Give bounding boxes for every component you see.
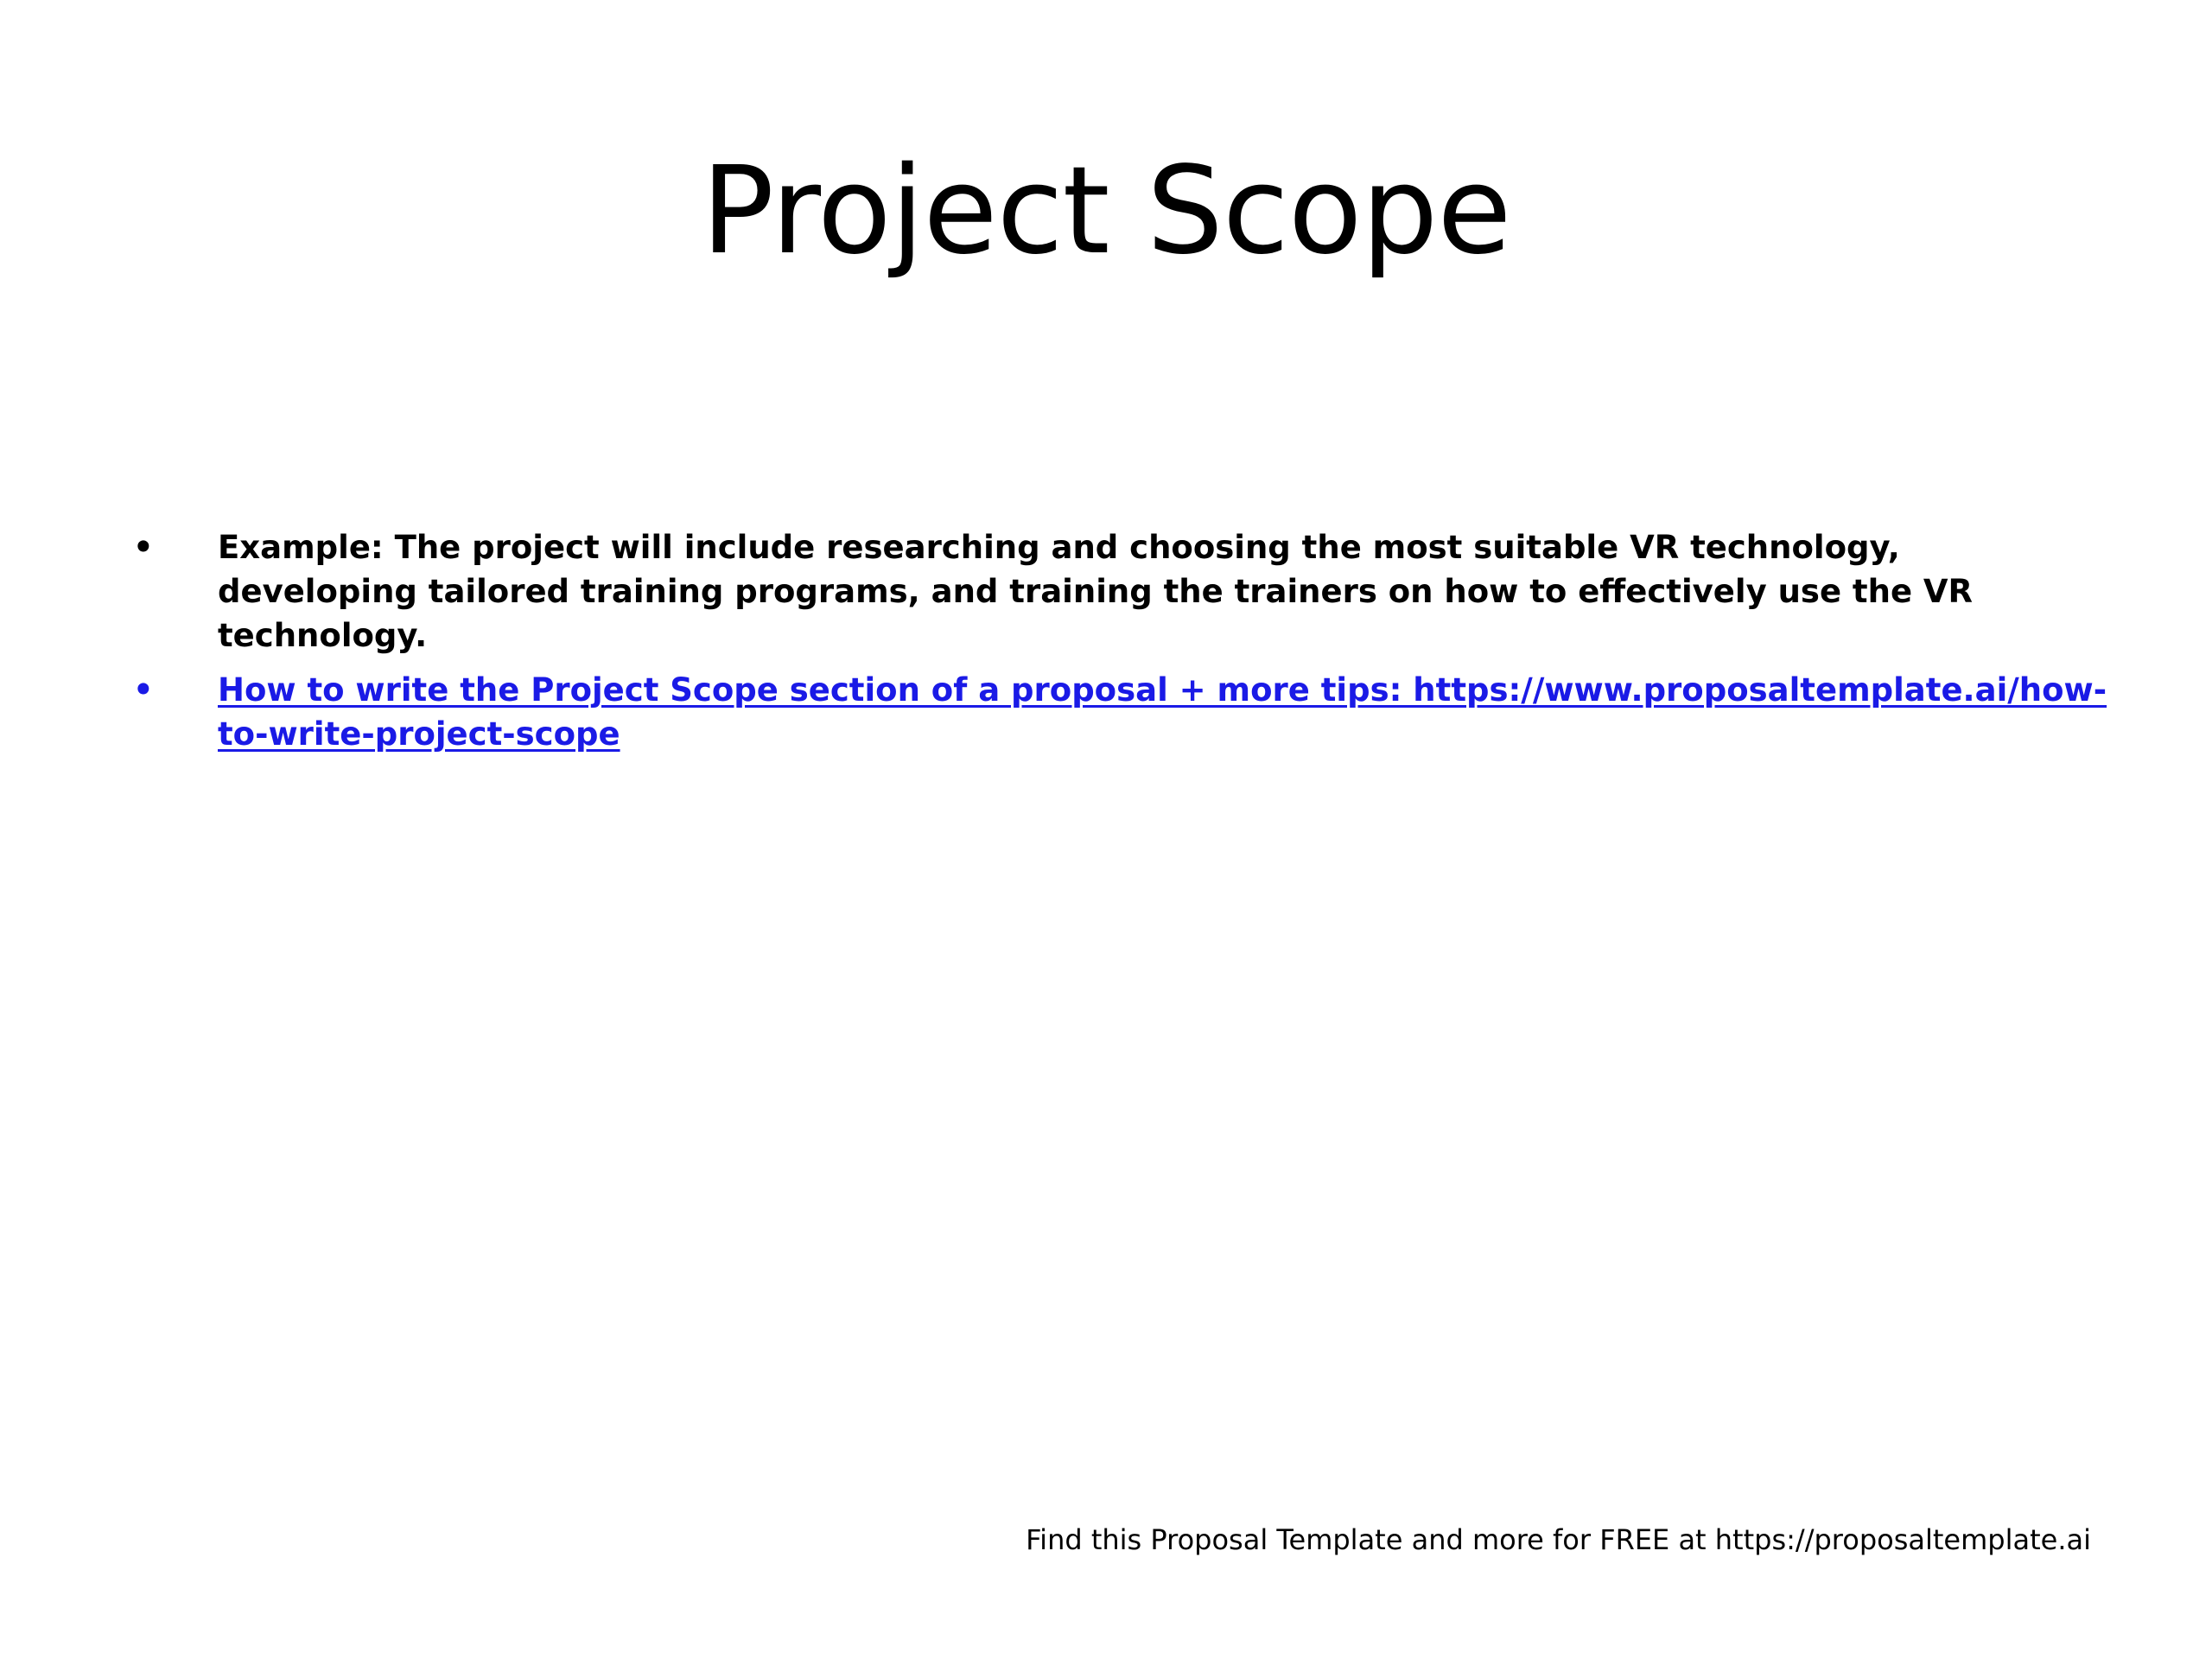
bullet-item-link — [130, 668, 2108, 756]
slide-title: Project Scope — [701, 141, 1511, 282]
bullet-dot-icon: • — [133, 671, 154, 709]
bullet-item-example — [130, 525, 2108, 658]
project-scope-guide-link[interactable]: How to write the Project Scope section of a proposal + more tips: https://www.proposaltemplate.ai/how-to-write-project-scope — [218, 671, 2107, 753]
bullet-list — [130, 525, 2108, 766]
bullet-text-example: Example: The project will include researching and choosing the most suitable VR technology, developing tailored training programs, and training the trainers on how to effectively use the VR technology. — [218, 529, 1974, 654]
footer-note: Find this Proposal Template and more for FREE at https://proposaltemplate.ai — [1026, 1523, 2091, 1556]
bullet-dot-icon: • — [133, 529, 154, 566]
